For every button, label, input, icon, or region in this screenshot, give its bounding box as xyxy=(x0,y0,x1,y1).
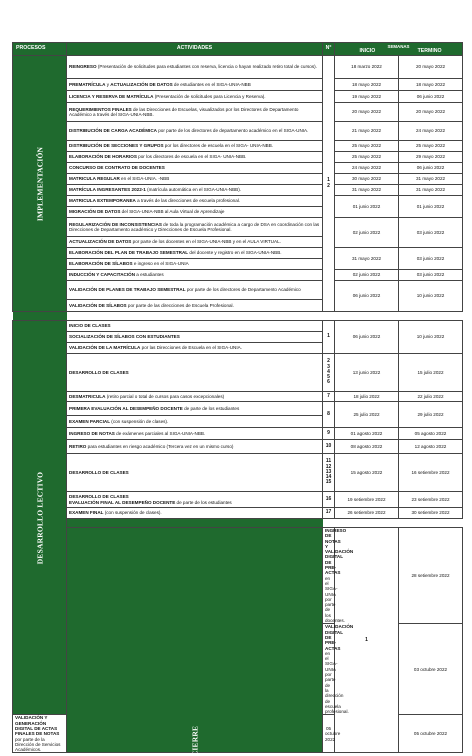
activity-cell: DESARROLLO DE CLASES EVALUACIÓN FINAL AL DESEMPEÑO DOCENTE de parte de los estudiantes xyxy=(67,492,323,508)
end-date: 20 mayo 2022 xyxy=(399,103,463,122)
table-row xyxy=(13,163,463,174)
end-date: 10 junio 2022 xyxy=(399,281,463,312)
activity-cell: REGULARIZACIÓN DE INCONSISTENCIAS de toda la programación académica a cargo de DSA en coordinación con las Direcciones de Departamento académico y Direcciones de Escuela Profesional. xyxy=(67,218,323,237)
activity-cell: INGRESO DE NOTAS de exámenes parciales al SIGA-UNIA-NBB. xyxy=(67,428,323,440)
end-date: 25 mayo 2022 xyxy=(399,141,463,152)
end-date: 05 octubre 2022 xyxy=(399,715,463,753)
start-date: 18 mayo 2022 xyxy=(335,79,399,91)
table-row xyxy=(13,79,463,91)
activity-cell: PRIMERA EVALUACIÓN AL DESEMPEÑO DOCENTE de parte de los estudiantes xyxy=(67,402,323,416)
activity-cell: ELABORACIÓN DEL PLAN DE TRABAJO SEMESTRAL del docente y registro en el SIGA-UNIA-NBB. xyxy=(67,248,323,259)
table-row xyxy=(13,248,463,259)
process-implementacion: IMPLEMENTACIÓN xyxy=(13,56,67,312)
start-date: 25 mayo 2022 xyxy=(335,141,399,152)
activity-cell: PREMATRÍCULA y ACTUALIZACIÓN DE DATOS de estudiantes en el SIGA-UNIA-NBB xyxy=(67,79,323,91)
activity-cell: VALIDACIÓN DE SÍLABOS por parte de las direcciones de Escuela Profesional. xyxy=(67,300,323,312)
start-date: 24 mayo 2022 xyxy=(335,163,399,174)
table-row xyxy=(13,56,463,79)
start-date: 31 mayo 2022 xyxy=(335,248,399,270)
activity-cell: EXAMEN PARCIAL (con suspensión de clases). xyxy=(67,416,323,428)
activity-cell: INGRESO DE NOTAS Y VALIDACIÓN DIGITAL DE PRE-ACTAS en el SIGA-UNIA por parte de los docentes. xyxy=(323,528,335,624)
end-date: 03 junio 2022 xyxy=(399,248,463,270)
activity-cell: EXAMEN FINAL (con suspensión de clases). xyxy=(67,508,323,519)
week-number-cell: 1 2 xyxy=(323,56,335,312)
activity-cell: DISTRIBUCIÓN DE SECCIONES Y GRUPOS por los directores de escuela en el SIGA- UNIA-NBB. xyxy=(67,141,323,152)
activity-cell: VALIDACIÓN DE LA MATRÍCULA por las Direcciones de Escuela en el SIGA-UNIA. xyxy=(67,343,323,354)
start-date: 03 octubre 2022 xyxy=(399,624,463,715)
table-row xyxy=(13,152,463,163)
table-row xyxy=(13,103,463,122)
start-date: 21 mayo 2022 xyxy=(335,122,399,141)
start-date: 20 mayo 2022 xyxy=(335,103,399,122)
week-number-cell: 2 3 4 5 6 xyxy=(323,354,335,392)
activity-cell: INICIO DE CLASES xyxy=(67,321,323,332)
week-number-cell: 9 xyxy=(323,428,335,440)
end-date: 29 julio 2022 xyxy=(399,402,463,428)
activity-cell: VALIDACIÓN DE PLANES DE TRABAJO SEMESTRAL por parte de los directores de Departamento Académico xyxy=(67,281,323,300)
start-date: 31 mayo 2022 xyxy=(335,185,399,196)
process-desarrollo: DESARROLLO LECTIVO xyxy=(13,321,67,715)
end-date: 03 junio 2022 xyxy=(399,270,463,281)
end-date: 30 setiembre 2022 xyxy=(399,508,463,519)
start-date: 08 agosto 2022 xyxy=(335,440,399,454)
week-number-cell: 10 xyxy=(323,440,335,454)
start-date: 02 junio 2022 xyxy=(335,218,399,248)
start-date: 05 octubre 2022 xyxy=(323,715,335,753)
end-date: 01 junio 2022 xyxy=(399,196,463,218)
start-date: 26 setiembre 2022 xyxy=(335,508,399,519)
start-date: 19 mayo 2022 xyxy=(335,91,399,103)
process-cierre: CIERRE xyxy=(67,528,323,753)
activity-cell: ELABORACIÓN DE HORARIOS por los directores de escuela en el SIGA- UNIA-NBB. xyxy=(67,152,323,163)
start-date: 13 junio 2022 xyxy=(335,354,399,392)
end-date: 15 julio 2022 xyxy=(399,354,463,392)
activity-cell: DESMATRICULA (retiro parcial o total de cursos para casos excepcionales) xyxy=(67,392,323,402)
end-date: 06 junio 2022 xyxy=(399,163,463,174)
activity-cell: VALIDACIÓN DIGITAL DE PRE-ACTAS en el SIGA-UNIA por parte de la dirección de escuela profesional. xyxy=(323,624,335,715)
end-date: 31 mayo 2022 xyxy=(399,185,463,196)
start-date: 15 agosto 2022 xyxy=(335,454,399,492)
start-date: 19 setiembre 2022 xyxy=(335,492,399,508)
end-date: 03 junio 2022 xyxy=(399,218,463,248)
week-number-cell: 17 xyxy=(323,508,335,519)
activity-cell: VALIDACIÓN Y GENERACIÓN DIGITAL DE ACTAS FINALES DE NOTAS por parte de la Dirección de Servicios Académicos. xyxy=(13,715,67,753)
start-date: 18 marzo 2022 xyxy=(335,56,399,79)
table-row xyxy=(13,218,463,237)
header-procesos: PROCESOS xyxy=(13,43,67,56)
start-date: 25 julio 2022 xyxy=(335,402,399,428)
header-row xyxy=(13,43,463,56)
header-inicio: INICIO xyxy=(359,47,376,54)
activity-cell: MATRÍCULA INGRESANTES 2022-1 (matrícula automática en el SIGA-UNIA-NBB). xyxy=(67,185,323,196)
table-row xyxy=(13,508,463,519)
table-row xyxy=(13,528,463,624)
table-row xyxy=(13,185,463,196)
week-number-cell: 16 xyxy=(323,492,335,508)
start-date: 01 junio 2022 xyxy=(335,196,399,218)
start-date: 30 mayo 2022 xyxy=(335,174,399,185)
table-row xyxy=(13,492,463,508)
activity-cell: LICENCIA Y RESERVA DE MATRÍCULA (Presentación de solicitudes para Licencia y Reserva). xyxy=(67,91,323,103)
end-date: 16 setiembre 2022 xyxy=(399,454,463,492)
table-row xyxy=(13,196,463,207)
end-date: 18 mayo 2022 xyxy=(399,79,463,91)
end-date: 24 mayo 2022 xyxy=(399,122,463,141)
activity-cell: ACTUALIZACIÓN DE DATOS por parte de los docentes en el SIGA-UNIA-NBB y en el AULA VIRTUAL. xyxy=(67,237,323,248)
end-date: 22 julio 2022 xyxy=(399,392,463,402)
academic-calendar-table xyxy=(12,42,463,756)
table-row xyxy=(13,402,463,416)
header-semanas xyxy=(335,43,463,56)
week-number-cell: 1 xyxy=(323,321,335,354)
activity-cell: MIGRACIÓN DE DATOS del SIGA-UNIA-NBB al Aula Virtual de Aprendizaje xyxy=(67,207,323,218)
start-date: 06 junio 2022 xyxy=(335,281,399,312)
header-termino: TERMINO xyxy=(417,47,442,54)
week-number-cell: 11 12 13 14 15 xyxy=(323,454,335,492)
start-date: 01 agosto 2022 xyxy=(335,428,399,440)
start-date: 18 julio 2022 xyxy=(335,392,399,402)
activity-cell: INDUCCIÓN Y CAPACITACIÓN a estudiantes xyxy=(67,270,323,281)
end-date: 06 junio 2022 xyxy=(399,91,463,103)
activity-cell: DESARROLLO DE CLASES xyxy=(67,454,323,492)
table-row xyxy=(13,454,463,492)
activity-cell: SOCIALIZACIÓN DE SÍLABOS CON ESTUDIANTES xyxy=(67,332,323,343)
table-row xyxy=(13,270,463,281)
table-row xyxy=(13,141,463,152)
activity-cell: DISTRIBUCIÓN DE CARGA ACADÉMICA por parte de los directores de departamento académico en el SIGA-UNIA. xyxy=(67,122,323,141)
table-row xyxy=(13,91,463,103)
header-semanas-label: SEMANAS xyxy=(387,43,410,49)
start-date: 06 junio 2022 xyxy=(335,321,399,354)
table-row xyxy=(13,392,463,402)
activity-cell: DESARROLLO DE CLASES xyxy=(67,354,323,392)
separator-row xyxy=(13,312,463,321)
activity-cell: REINGRESO (Presentación de solicitudes para estudiantes con reserva, licencia o hayan realizado retiro total de cursos). xyxy=(67,56,323,79)
activity-cell: REQUERIMIENTOS FINALES de las Direcciones de Escuelas, visualizados por los Directores de Departamento Académico a través del SIGA-UNIA-NBB. xyxy=(67,103,323,122)
table-row xyxy=(13,122,463,141)
start-date: 25 mayo 2022 xyxy=(335,152,399,163)
start-date: 02 junio 2022 xyxy=(335,270,399,281)
week-number-cell: 7 xyxy=(323,392,335,402)
table-row xyxy=(13,440,463,454)
end-date: 12 agosto 2022 xyxy=(399,440,463,454)
week-number-cell: 8 xyxy=(323,402,335,428)
table-row xyxy=(13,354,463,392)
end-date: 05 agosto 2022 xyxy=(399,428,463,440)
end-date: 10 junio 2022 xyxy=(399,321,463,354)
header-n: N° xyxy=(323,43,335,56)
activity-cell: CONCURSO DE CONTRATO DE DOCENTES xyxy=(67,163,323,174)
table-row xyxy=(13,174,463,185)
end-date: 23 setiembre 2022 xyxy=(399,492,463,508)
end-date: 29 mayo 2022 xyxy=(399,152,463,163)
table-row xyxy=(13,321,463,332)
start-date: 28 setiembre 2022 xyxy=(399,528,463,624)
activity-cell: MATRICULA REGULAR en el SIGA-UNIA. -NBB xyxy=(67,174,323,185)
table-row xyxy=(13,281,463,300)
table-row xyxy=(13,428,463,440)
activity-cell: RETIRO para estudiantes en riesgo académico (Tercera vez en un mismo curso) xyxy=(67,440,323,454)
end-date: 20 mayo 2022 xyxy=(399,56,463,79)
separator-row xyxy=(13,519,463,528)
week-number-cell: 1 xyxy=(335,528,399,753)
activity-cell: MATRICULA EXTEMPORANEA a través de las direcciones de escuela profesional. xyxy=(67,196,323,207)
end-date: 31 mayo 2022 xyxy=(399,174,463,185)
activity-cell: ELABORACIÓN DE SÍLABOS e ingreso en el SIGA-UNIA xyxy=(67,259,323,270)
header-actividades: ACTIVIDADES xyxy=(67,43,323,56)
